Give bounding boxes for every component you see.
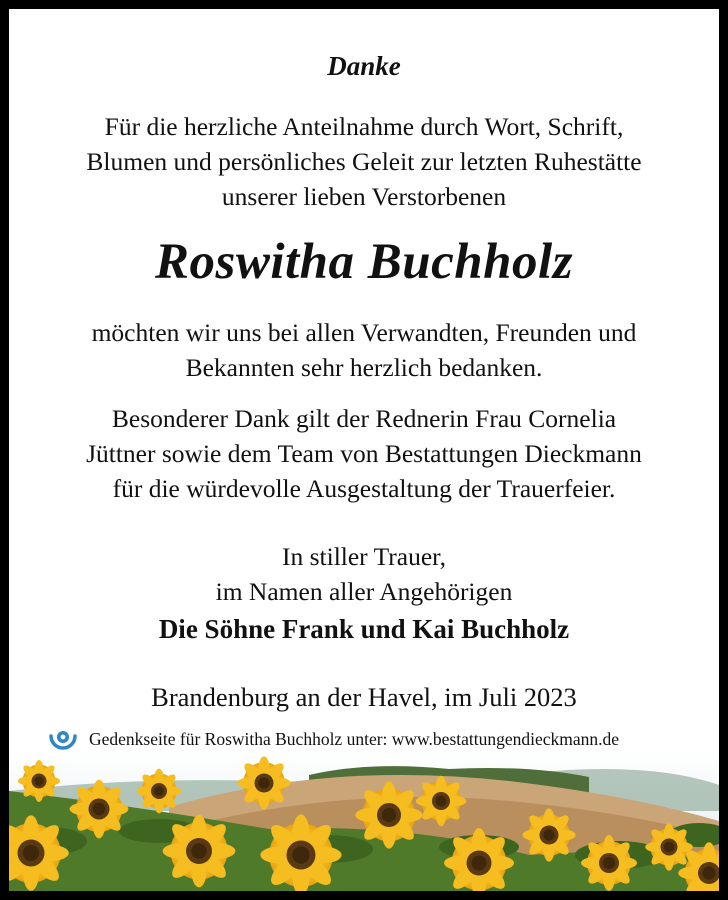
intro-line: unserer lieben Verstorbenen <box>221 182 507 211</box>
special-thanks-line: für die würdevolle Ausgestaltung der Trauerfeier. <box>112 474 616 503</box>
closing-paragraph <box>9 539 719 609</box>
place-date: Brandenburg an der Havel, im Juli 2023 <box>151 682 577 712</box>
intro-line: Blumen und persönliches Geleit zur letzten Ruhestätte <box>86 147 642 176</box>
memorial-text: Gedenkseite für Roswitha Buchholz unter: www.bestattungendieckmann.de <box>89 728 620 749</box>
thanks-line: Bekannten sehr herzlich bedanken. <box>185 353 543 382</box>
intro-line: Für die herzliche Anteilnahme durch Wort, Schrift, <box>104 112 624 141</box>
closing-line: In stiller Trauer, <box>281 542 446 571</box>
heading: Danke <box>327 51 401 81</box>
thanks-line: möchten wir uns bei allen Verwandten, Freunden und <box>91 318 637 347</box>
thanks-paragraph <box>9 315 719 385</box>
sunflower-field-image <box>9 751 719 891</box>
special-thanks-line: Besonderer Dank gilt der Rednerin Frau Cornelia <box>111 404 617 433</box>
intro-paragraph <box>9 109 719 214</box>
signers: Die Söhne Frank und Kai Buchholz <box>158 614 570 644</box>
obituary-card <box>9 9 719 891</box>
special-thanks-line: Jüttner sowie dem Team von Bestattungen Dieckmann <box>86 439 642 468</box>
deceased-name: Roswitha Buchholz <box>154 234 574 290</box>
closing-line: im Namen aller Angehörigen <box>215 577 513 606</box>
special-thanks-paragraph <box>9 401 719 506</box>
